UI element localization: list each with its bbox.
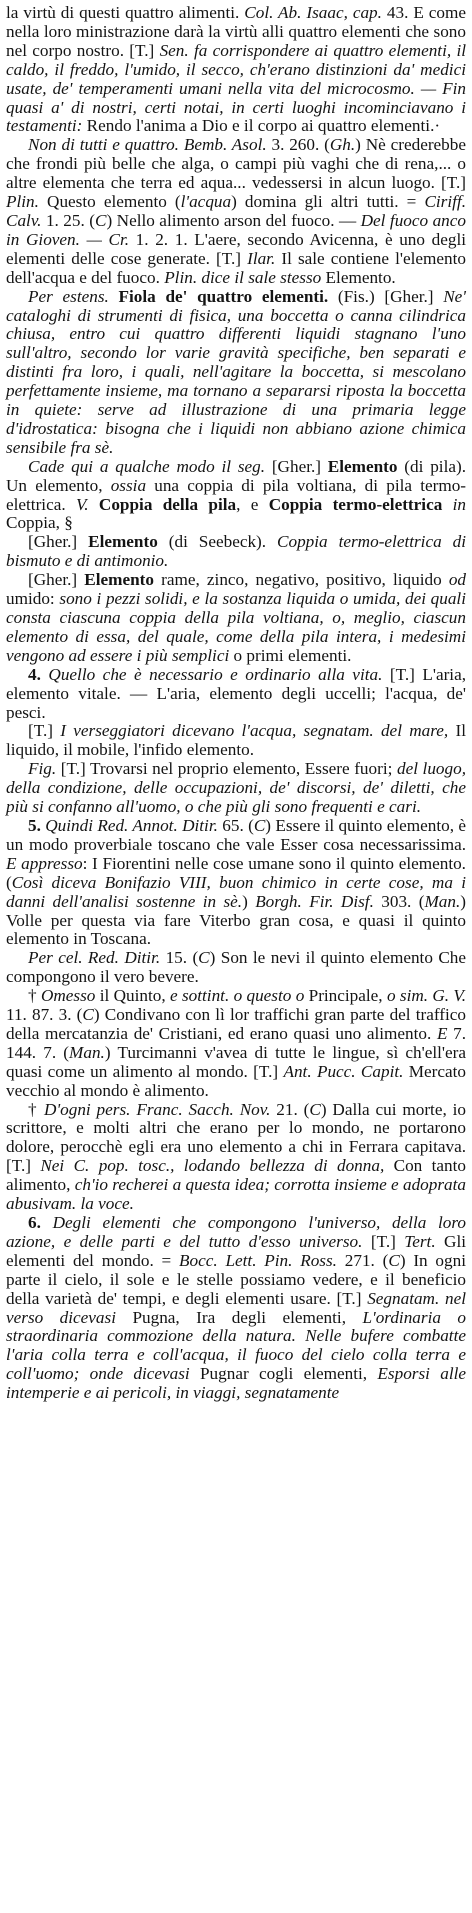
text-run: Plin.: [6, 192, 39, 212]
text-run: C: [388, 1250, 400, 1270]
text-run: Mercato vecchio al mondo è alimento.: [6, 1061, 466, 1100]
text-run: C: [95, 210, 107, 230]
text-run: 7. 144. 7. (: [6, 1023, 466, 1062]
text-run: del luogo, della condizione, delle occupazioni, de' discorsi, de' diletti, che più si confanno all'uomo, o che più gli sono frequenti e cari.: [6, 759, 466, 817]
text-run: o primi elementi.: [229, 645, 352, 665]
text-run: Cade qui a qualche modo il seg.: [28, 456, 266, 476]
text-run: [T.] L'aria, elemento vitale. — L'aria, elemento degli uccelli; l'acqua, de' pesci.: [6, 664, 467, 722]
entry-paragraph: [6, 571, 466, 666]
entry-paragraph: [6, 987, 466, 1100]
text-run: 1. 25. (: [41, 210, 95, 230]
text-run: umido:: [6, 589, 60, 609]
text-run: C: [253, 815, 266, 835]
text-run: 271. (: [336, 1250, 389, 1270]
text-run: 5.: [28, 815, 41, 835]
text-run: ) Nè crederebbe che frondi più belle che alga, o campi più vaghi che di rena,... o altre elementa che terra ed aqua... vedessersi in alcun luogo. [T.]: [6, 135, 466, 193]
text-run: Elemento.: [321, 267, 396, 287]
text-run: (di Seebeck).: [157, 532, 278, 552]
text-run: e sottint. o questo o: [170, 986, 305, 1006]
text-run: Elemento: [88, 532, 158, 552]
text-run: Fig.: [28, 759, 57, 779]
text-run: Ne' cataloghi di strumenti di fisica, una boccetta o canna cilindrica chiusa, entro cui quattro differenti liquidi stagnano l'uno sull'altro, secondo lor varie gravità specifiche, ben separati e distinti fra loro, i quali, nell'agitare la boccetta, si mescolano perfettamente insieme, ma tornano a separarsi riposta la boccetta in quiete: serve ad illustrazione di una primaria legge d'idrostatica: bisogna che i liquidi non abbiano azione chimica sensibile fra sè.: [6, 286, 466, 457]
text-run: Il sale contiene l'elemento dell'acqua e del fuoco.: [6, 248, 466, 287]
text-run: 65. (: [217, 815, 254, 835]
text-run: Questo elemento (: [38, 192, 181, 212]
text-run: [T.] Trovarsi nel proprio elemento, Essere fuori;: [56, 759, 397, 779]
text-run: il Quinto,: [95, 986, 170, 1006]
text-run: 3. 260. (: [266, 135, 330, 155]
text-run: Man.: [424, 891, 461, 911]
entry-paragraph: [6, 760, 466, 817]
text-run: [Gher.]: [265, 456, 328, 476]
text-run: V.: [75, 494, 89, 514]
text-run: Rendo l'anima a Dio e il corpo ai quattro elementi.·: [82, 116, 441, 136]
entry-paragraph: [6, 533, 466, 571]
text-run: Quello che è necessario e ordinario alla vita.: [48, 664, 383, 684]
text-run: C: [198, 948, 210, 968]
text-run: ossia: [110, 475, 147, 495]
text-run: Man.: [69, 1042, 105, 1062]
text-run: 4.: [28, 664, 41, 684]
text-run: (di pila). Un elemento,: [6, 456, 466, 495]
text-run: Per estens.: [28, 286, 109, 306]
text-run: ) Condivano con lì lor traffichi gran parte del traffico della mercatanzia de' Cristiani, ed erano quasi uno alimento.: [6, 1005, 466, 1043]
text-run: Coppia termo-elettrica di bismuto e di antimonio.: [6, 532, 467, 571]
text-run: , e: [236, 494, 269, 514]
text-run: 303. (: [373, 891, 425, 911]
text-run: Omesso: [40, 986, 96, 1006]
text-run: [442, 495, 452, 514]
entry-paragraph: [6, 136, 466, 287]
text-run: Fiola de' quattro elementi.: [108, 286, 329, 306]
text-run: D'ogni pers. Franc. Sacch. Nov.: [44, 1099, 271, 1119]
text-run: rame, zinco, negativo, positivo, liquido: [154, 570, 449, 590]
text-run: ) Turcimanni v'avea di tutte le lingue, sì ch'ell'era quasi come un alimento al mondo. [T.]: [6, 1042, 466, 1081]
text-run: ) Nello alimento arson del fuoco. —: [106, 210, 361, 230]
text-run: Bocc. Lett. Pin. Ross.: [179, 1250, 337, 1270]
text-run: Elemento: [327, 456, 398, 476]
text-run: in: [452, 494, 467, 514]
text-run: [Gher.]: [28, 532, 89, 552]
text-run: Per cel. Red. Ditir.: [28, 948, 161, 968]
text-run: Col. Ab. Isaac, cap.: [244, 3, 382, 22]
text-run: ) domina gli altri tutti. =: [231, 192, 425, 212]
text-run: 6.: [28, 1213, 41, 1232]
text-run: 11. 87. 3. (: [6, 1005, 83, 1025]
entry-paragraph: [6, 1101, 466, 1214]
text-run: C: [82, 1005, 94, 1025]
text-run: Esporsi alle intemperie e ai pericoli, in viaggi, segnatamente: [6, 1364, 467, 1403]
text-run: E appresso: [6, 853, 83, 873]
text-run: (Fis.) [Gher.]: [328, 286, 444, 306]
entry-paragraph: [6, 1214, 466, 1403]
text-run: C: [309, 1099, 321, 1119]
text-run: una coppia di pila voltiana, di pila termo-elettrica.: [6, 475, 467, 514]
entry-paragraph: [6, 817, 466, 949]
text-run: la virtù di questi quattro alimenti.: [6, 3, 245, 22]
text-run: I verseggiatori dicevano l'acqua, segnatam. del mare,: [60, 721, 449, 741]
text-run: od: [448, 570, 467, 590]
text-run: [41, 1213, 53, 1232]
text-run: Borgh. Fir. Disf.: [255, 891, 374, 911]
text-run: Principale,: [304, 986, 387, 1006]
text-run: ) Dalla cui morte, io scrittore, e molti altri che erano per lo mondo, ne portarono dolore, perocchè egli era uno elemento a chi in Ferrara capitava. [T.]: [6, 1099, 466, 1176]
text-run: Così diceva Bonifazio VIII, buon chimico in certe cose, ma i danni dell'analisi sostenne in sè.: [6, 872, 466, 911]
text-run: †: [28, 1099, 45, 1119]
text-run: ) In ogni parte il cielo, il sole e le stelle possiamo vedere, e il beneficio della varietà de' tempi, e degli elementi usare. [T.]: [6, 1250, 466, 1308]
text-run: ) Essere il quinto elemento, è un modo proverbiale toscano che vale Esser cosa necessarissima.: [6, 815, 467, 854]
text-run: sono i pezzi solidi, e la sostanza liquida o umida, dei quali consta ciascuna coppia della pila voltiana, o, meglio, ciascun elemento di essa, del quale, come della pila intera, i medesimi vengono ad essere i più semplici: [6, 589, 466, 665]
text-run: ) Volle per questa via fare Viterbo gran cosa, e quasi il quinto elemento in Toscana.: [6, 891, 466, 949]
text-run: [T.]: [28, 721, 61, 741]
entry-paragraph: [6, 4, 466, 136]
entry-paragraph: [6, 949, 466, 987]
text-run: o sim. G. V.: [386, 986, 467, 1006]
text-run: Con tanto alimento,: [6, 1156, 466, 1195]
text-run: Plin. dice il sale stesso: [164, 267, 322, 287]
text-run: Del fuoco anco in Gioven. — Cr.: [6, 210, 466, 249]
text-run: Coppia termo-elettrica: [268, 494, 443, 514]
text-run: Gh.: [329, 135, 356, 155]
text-run: 15. (: [160, 948, 199, 968]
text-run: ch'io recherei a questa idea; corrotta insieme e adoprata abusivam. la voce.: [6, 1175, 467, 1214]
text-run: E: [436, 1023, 448, 1043]
text-run: Pugnar cogli elementi,: [189, 1364, 378, 1384]
text-run: Il liquido, il mobile, l'infido elemento.: [6, 721, 467, 760]
text-run: Coppia, §: [6, 513, 73, 533]
text-run: 21. (: [270, 1099, 310, 1119]
entry-paragraph: [6, 288, 466, 458]
text-run: Segnatam. nel verso dicevasi: [6, 1288, 466, 1327]
text-run: [T.]: [362, 1231, 405, 1251]
text-run: ): [242, 891, 256, 911]
text-run: Gli elementi del mondo. =: [6, 1231, 467, 1270]
text-run: Ciriff. Calv.: [6, 192, 466, 230]
text-run: [Gher.]: [28, 570, 85, 590]
text-run: L'ordinaria o straordinaria commozione della natura. Nelle bufere combatte l'aria colla terra e coll'acqua, il fuoco del cielo colla terra e coll'uomo; onde dicevasi: [6, 1307, 466, 1384]
text-run: Quindi Red. Annot. Ditir.: [45, 815, 218, 835]
entry-paragraph: [6, 666, 466, 723]
text-run: ) Son le nevi il quinto elemento Che compongono il vero bevere.: [6, 948, 467, 987]
text-run: 43. E come nella loro ministrazione darà la virtù alli quattro elementi che sono nel corpo nostro. [T.]: [6, 3, 466, 60]
text-run: Coppia della pila: [88, 494, 237, 514]
text-run: Sen. fa corrispondere ai quattro elementi, il caldo, il freddo, l'umido, il secco, ch'erano distinzioni da' medici usate, de' temperamenti umani nella vita del microcosmo. — Fin quasi a' di nostri, certi notai, in certi luoghi incominciavano i testamenti:: [6, 40, 466, 136]
text-run: 1. 2. 1. L'aere, secondo Avicenna, è uno degli elementi delle cose generate. [T.]: [6, 229, 466, 268]
text-run: Non di tutti e quattro. Bemb. Asol.: [28, 135, 267, 155]
entry-paragraph: [6, 722, 466, 760]
text-run: Degli elementi che compongono l'universo, della loro azione, e delle parti e del tutto d'esso universo.: [6, 1213, 466, 1251]
text-run: Pugna, Ira degli elementi,: [116, 1307, 363, 1327]
text-run: Tert.: [404, 1231, 436, 1251]
entry-paragraph: [6, 458, 466, 534]
text-run: Elemento: [84, 570, 154, 590]
text-run: Ant. Pucc. Capit.: [283, 1061, 404, 1081]
text-run: : I Fiorentini nelle cose umane sono il quinto elemento. (: [6, 853, 466, 892]
text-run: †: [28, 986, 41, 1006]
text-run: l'acqua: [180, 192, 232, 212]
text-run: Ilar.: [247, 248, 276, 268]
text-run: Nei C. pop. tosc., lodando bellezza di donna,: [40, 1156, 385, 1176]
